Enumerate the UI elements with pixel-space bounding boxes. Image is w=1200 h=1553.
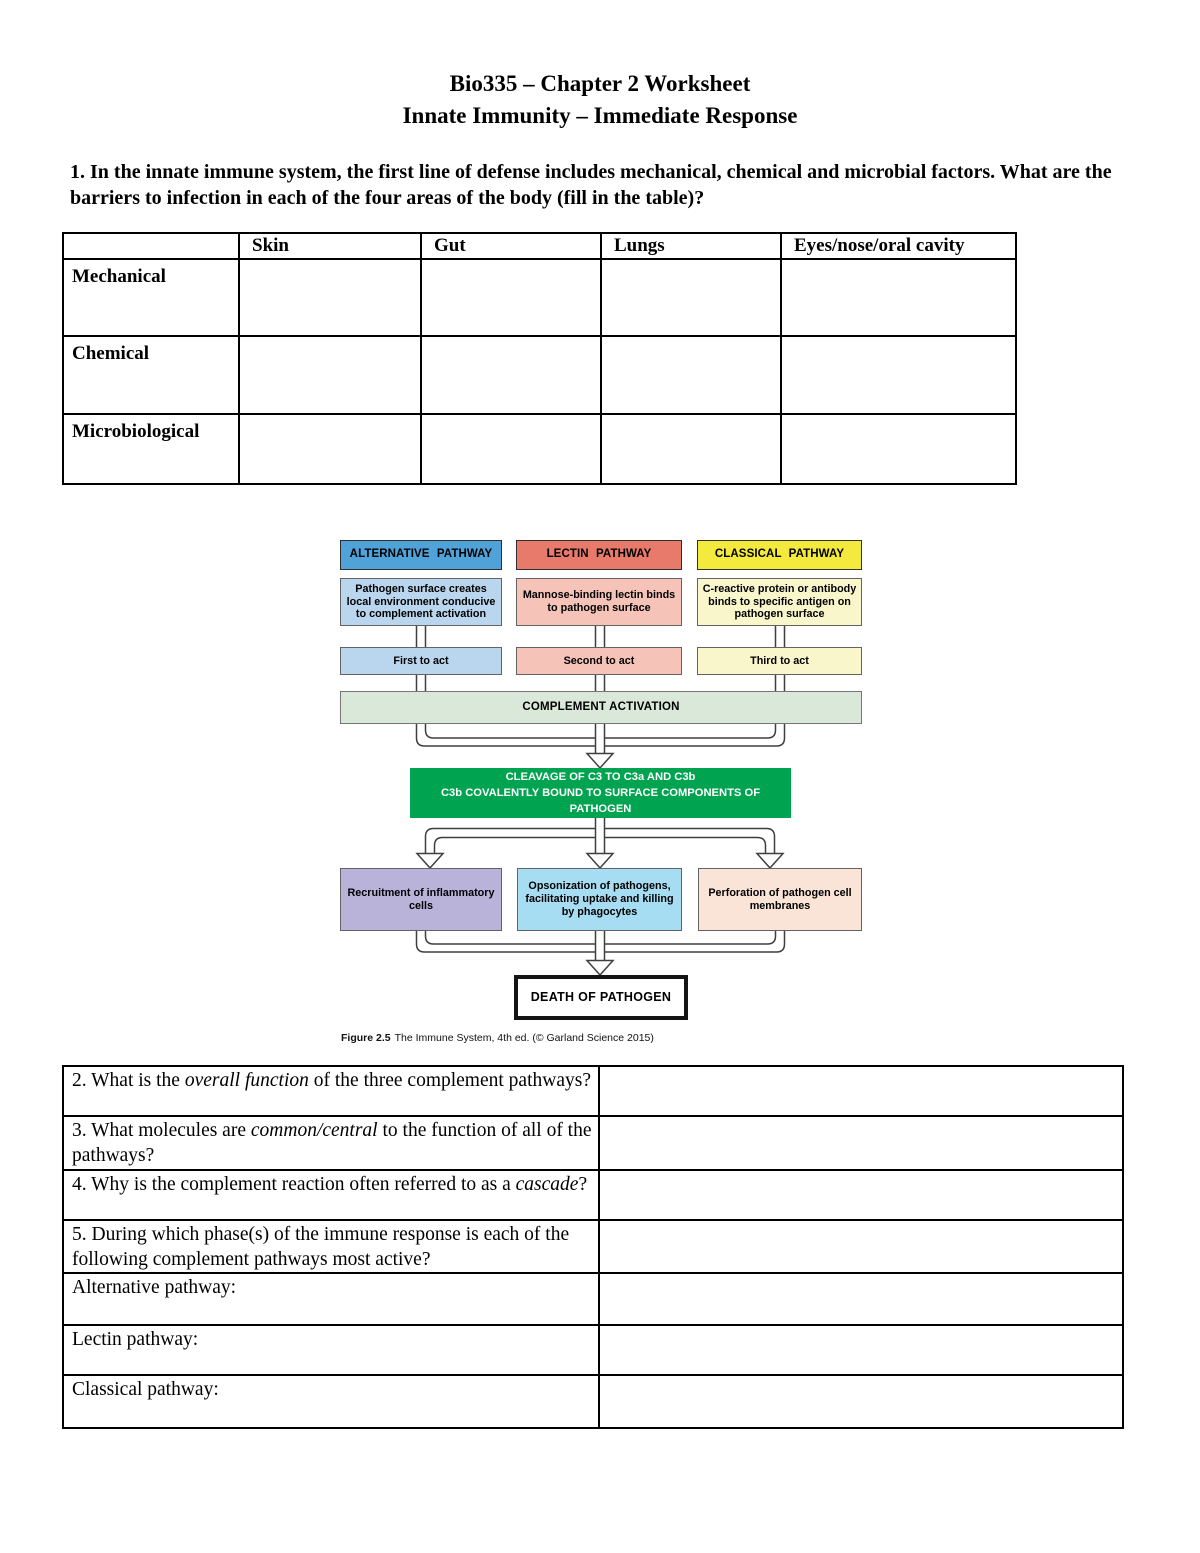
alternative-pathway-description: Pathogen surface creates local environment conducive to complement activation	[340, 578, 502, 626]
table-row	[63, 1375, 1123, 1428]
figure-caption-text: The Immune System, 4th ed. (© Garland Science 2015)	[394, 1032, 654, 1044]
answer-cell	[599, 1170, 1123, 1220]
col-header-gut: Gut	[421, 233, 601, 259]
answer-cell	[421, 414, 601, 484]
answer-cell	[239, 414, 421, 484]
answer-cell	[239, 336, 421, 414]
table-row	[63, 1066, 1123, 1116]
answer-cell	[599, 1375, 1123, 1428]
table-row	[63, 414, 1016, 484]
table-row	[63, 1273, 1123, 1325]
answer-cell	[599, 1273, 1123, 1325]
questions-table	[62, 1065, 1124, 1429]
title-line-2: Innate Immunity – Immediate Response	[402, 102, 798, 128]
table-row	[63, 1170, 1123, 1220]
row-header-chemical: Chemical	[63, 336, 239, 414]
cleavage-line-2: C3b COVALENTLY BOUND TO SURFACE COMPONENTS OF PATHOGEN	[440, 786, 761, 816]
perforation-outcome-box: Perforation of pathogen cell membranes	[698, 868, 862, 931]
question-4-text: 4. Why is the complement reaction often referred to as a cascade?	[63, 1170, 599, 1220]
answer-cell	[599, 1325, 1123, 1375]
lectin-pathway-order: Second to act	[516, 647, 682, 675]
death-of-pathogen-box: DEATH OF PATHOGEN	[514, 975, 688, 1020]
alternative-pathway-order: First to act	[340, 647, 502, 675]
table-row	[63, 1325, 1123, 1375]
title-line-1: Bio335 – Chapter 2 Worksheet	[449, 71, 751, 96]
row-header-microbiological: Microbiological	[63, 414, 239, 484]
answer-cell	[601, 336, 781, 414]
classical-pathway-description: C-reactive protein or antibody binds to specific antigen on pathogen surface	[697, 578, 862, 626]
cleavage-line-1: CLEAVAGE OF C3 TO C3a AND C3b	[505, 770, 696, 783]
answer-cell	[421, 259, 601, 336]
table-row	[63, 1116, 1123, 1170]
recruitment-outcome-box: Recruitment of inflammatory cells	[340, 868, 502, 931]
answer-cell	[421, 336, 601, 414]
answer-cell	[781, 336, 1016, 414]
complement-activation-band: COMPLEMENT ACTIVATION	[340, 691, 862, 724]
row-header-mechanical: Mechanical	[63, 259, 239, 336]
answer-cell	[599, 1066, 1123, 1116]
lectin-pathway-header: LECTIN PATHWAY	[516, 540, 682, 570]
question-2-text: 2. What is the overall function of the three complement pathways?	[63, 1066, 599, 1116]
cleavage-box	[410, 768, 791, 818]
answer-cell	[781, 259, 1016, 336]
question-3-text: 3. What molecules are common/central to the function of all of the pathways?	[63, 1116, 599, 1170]
answer-cell	[599, 1116, 1123, 1170]
table-row	[63, 259, 1016, 336]
question-1-text: 1. In the innate immune system, the first line of defense includes mechanical, chemical and microbial factors. What are the barriers to infection in each of the four areas of the body (fill in the table)?	[70, 161, 1112, 210]
opsonization-outcome-box: Opsonization of pathogens, facilitating uptake and killing by phagocytes	[517, 868, 682, 931]
answer-cell	[239, 259, 421, 336]
col-header-skin: Skin	[239, 233, 421, 259]
answer-cell	[599, 1220, 1123, 1274]
lectin-pathway-description: Mannose-binding lectin binds to pathogen surface	[516, 578, 682, 626]
barriers-table	[62, 232, 1017, 485]
complement-pathways-diagram	[340, 540, 865, 1050]
corner-cell	[63, 233, 239, 259]
classical-pathway-header: CLASSICAL PATHWAY	[697, 540, 862, 570]
answer-cell	[601, 414, 781, 484]
figure-caption-number: Figure 2.5	[341, 1032, 391, 1044]
alternative-pathway-header: ALTERNATIVE PATHWAY	[340, 540, 502, 570]
col-header-lungs: Lungs	[601, 233, 781, 259]
table-row	[63, 1220, 1123, 1274]
col-header-eyes-nose-oral: Eyes/nose/oral cavity	[781, 233, 1016, 259]
alternative-pathway-label: Alternative pathway:	[63, 1273, 599, 1325]
classical-pathway-order: Third to act	[697, 647, 862, 675]
barriers-header-row	[63, 233, 1016, 259]
lectin-pathway-label: Lectin pathway:	[63, 1325, 599, 1375]
question-5-text: 5. During which phase(s) of the immune response is each of the following complement pathways most active?	[63, 1220, 599, 1274]
page-title	[0, 68, 1200, 131]
figure-caption	[341, 1032, 654, 1044]
answer-cell	[781, 414, 1016, 484]
classical-pathway-label: Classical pathway:	[63, 1375, 599, 1428]
table-row	[63, 336, 1016, 414]
answer-cell	[601, 259, 781, 336]
